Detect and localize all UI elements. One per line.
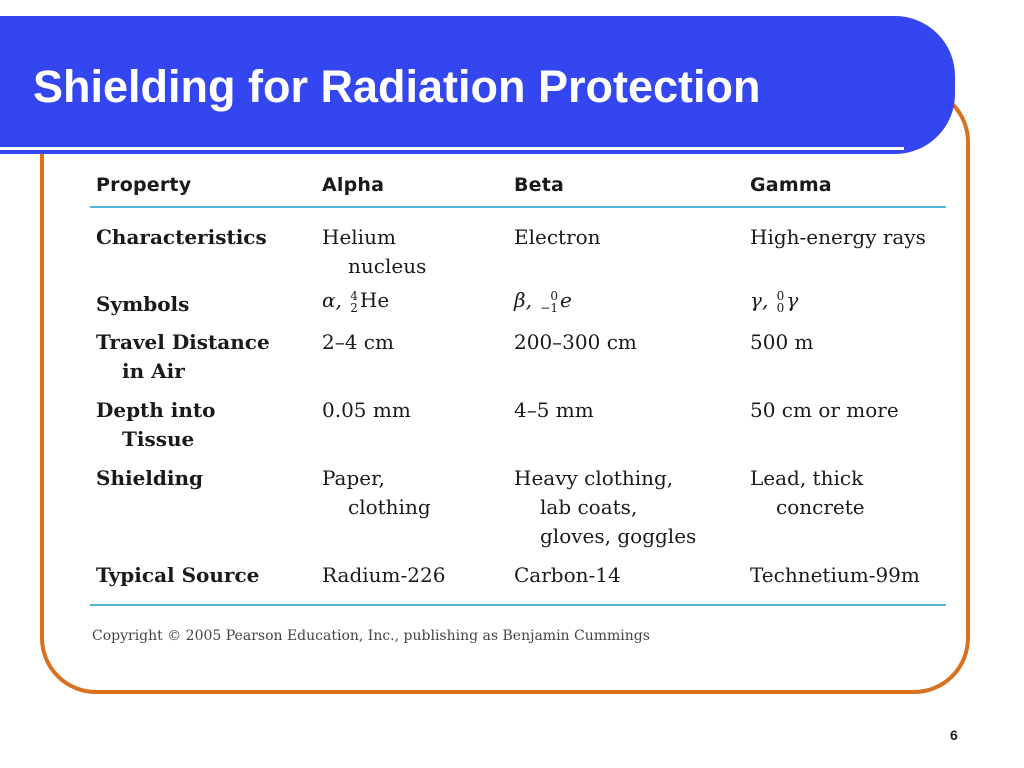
cell-gamma-depth: 50 cm or more [750,398,899,422]
cell-alpha-characteristics: Helium nucleus [322,225,427,278]
footer-rule [90,604,946,606]
cell-alpha-typical-source: Radium-226 [322,563,446,587]
header-rule [90,206,946,208]
row-label-symbols: Symbols [96,292,190,316]
copyright-notice: Copyright © 2005 Pearson Education, Inc., publishing as Benjamin Cummings [92,628,650,644]
header-beta: Beta [514,174,565,196]
row-label-depth-into-tissue: Depth into Tissue [96,398,216,451]
cell-beta-characteristics: Electron [514,225,601,249]
cell-alpha-depth: 0.05 mm [322,398,411,422]
row-label-characteristics: Characteristics [96,225,267,249]
cell-alpha-shielding: Paper, clothing [322,466,431,519]
alpha-nuclear-notation: 4 2 [350,288,358,315]
title-bar [0,16,955,154]
cell-alpha-travel-distance: 2–4 cm [322,330,394,354]
row-label-travel-distance: Travel Distance in Air [96,330,270,383]
row-label-shielding: Shielding [96,466,204,490]
cell-beta-symbols: β, 0 −1 e [514,288,572,315]
title-underline [0,147,904,150]
slide-title: Shielding for Radiation Protection [33,61,761,112]
gamma-nuclear-notation: 0 0 [776,288,785,315]
beta-nuclear-notation: 0 −1 [540,288,558,315]
radiation-properties-table [90,170,950,610]
cell-beta-shielding: Heavy clothing, lab coats, gloves, goggles [514,466,697,548]
cell-alpha-symbols: α, 4 2 He [322,288,390,315]
cell-beta-typical-source: Carbon-14 [514,563,621,587]
header-alpha: Alpha [322,174,385,196]
header-gamma: Gamma [750,174,832,196]
header-property: Property [96,174,192,196]
row-label-typical-source: Typical Source [96,563,260,587]
page-number: 6 [950,727,958,743]
cell-beta-travel-distance: 200–300 cm [514,330,637,354]
cell-gamma-characteristics: High-energy rays [750,225,926,249]
cell-beta-depth: 4–5 mm [514,398,594,422]
cell-gamma-travel-distance: 500 m [750,330,814,354]
cell-gamma-shielding: Lead, thick concrete [750,466,865,519]
cell-gamma-symbols: γ, 0 0 γ [750,288,799,315]
cell-gamma-typical-source: Technetium-99m [750,563,920,587]
